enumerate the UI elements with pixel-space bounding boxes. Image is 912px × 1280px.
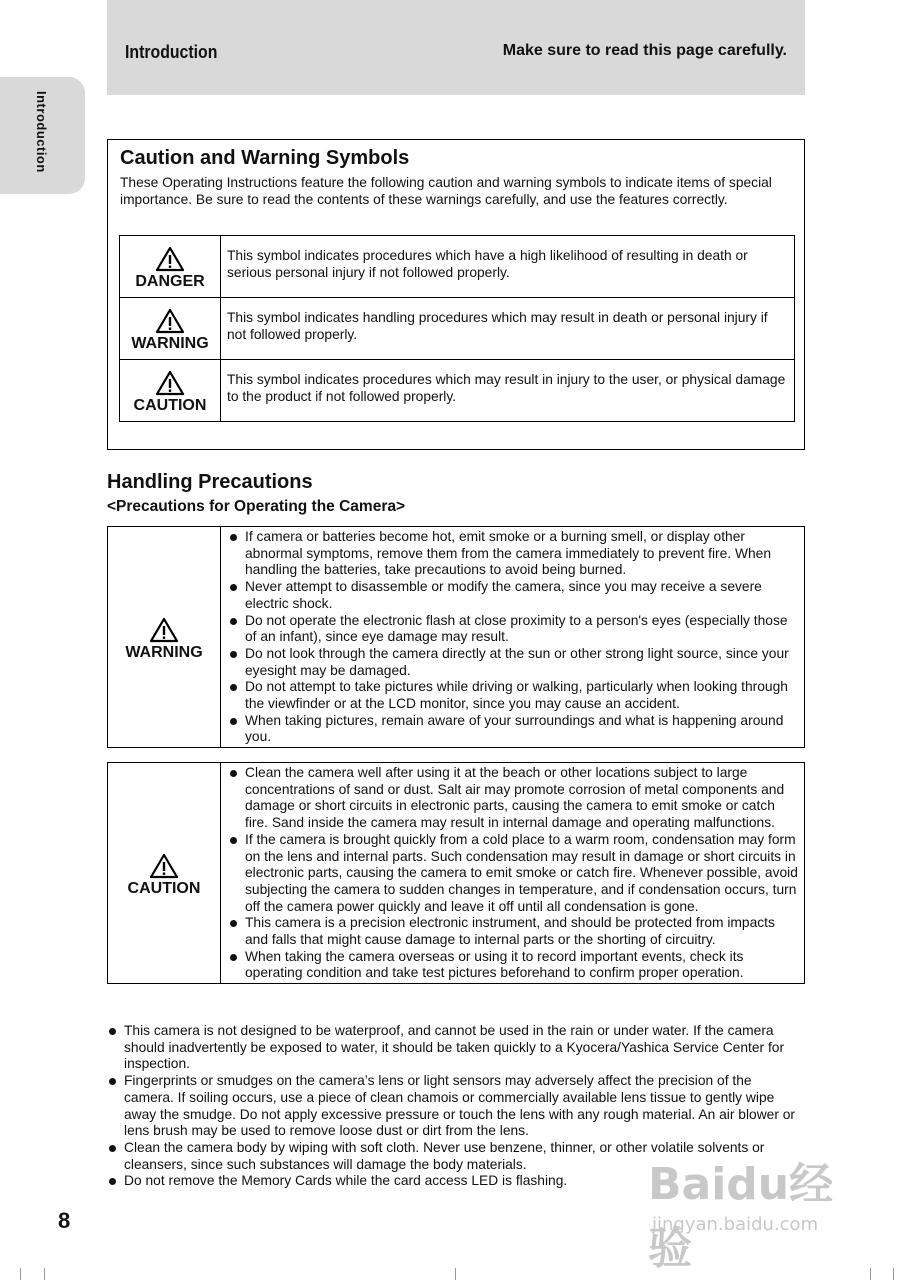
caution-symbols-title: Caution and Warning Symbols [120, 147, 410, 169]
warning-triangle-icon [155, 308, 185, 334]
watermark-main: Baidu经验 [648, 1159, 834, 1274]
list-item: Never attempt to disassemble or modify the camera, since you may receive a severe electric shock. [228, 579, 798, 612]
handling-precautions-subtitle: <Precautions for Operating the Camera> [107, 498, 406, 515]
list-item: When taking the camera overseas or using it to record important events, check its operating condition and take test pictures beforehand to confirm proper operation. [228, 949, 798, 982]
symbol-description: This symbol indicates handling procedures which may result in death or personal injury if not followed properly. [221, 298, 795, 360]
crop-mark [20, 1268, 21, 1280]
caution-items-cell [221, 763, 805, 984]
symbol-row-caution [120, 360, 795, 422]
caution-list [228, 765, 798, 982]
symbol-description: This symbol indicates procedures which have a high likelihood of resulting in death or serious personal injury if not followed properly. [221, 236, 795, 298]
warning-list [228, 529, 798, 746]
list-item: Do not look through the camera directly at the sun or other strong light source, since your eyesight may be damaged. [228, 646, 798, 679]
crop-mark [870, 1268, 871, 1280]
list-item: This camera is a precision electronic instrument, and should be protected from impacts and falls that might cause damage to internal parts or the shorting of circuitry. [228, 915, 798, 948]
symbol-label-cell [120, 236, 221, 298]
list-item: Clean the camera body by wiping with soft cloth. Never use benzene, thinner, or other volatile solvents or cleansers, since such substances will damage the body materials. [107, 1140, 805, 1173]
list-item: Do not remove the Memory Cards while the card access LED is flashing. [107, 1173, 805, 1190]
warning-triangle-icon [155, 370, 185, 396]
warning-triangle-icon [149, 853, 179, 879]
symbol-row-danger [120, 236, 795, 298]
warning-precautions-table [107, 526, 805, 748]
page-header [107, 0, 805, 95]
side-tab [0, 77, 85, 194]
warning-label-cell [108, 527, 221, 748]
crop-mark [455, 1268, 456, 1280]
symbol-label: CAUTION [133, 397, 207, 414]
list-item: This camera is not designed to be waterproof, and cannot be used in the rain or under water. If the camera should inadvertently be exposed to water, it should be taken quickly to a Kyocera/Yashica Service Center for inspection. [107, 1023, 805, 1073]
list-item: If camera or batteries become hot, emit smoke or a burning smell, or display other abnormal symptoms, remove them from the camera immediately to prevent fire. When handling the batteries, take precautions to avoid being burned. [228, 529, 798, 579]
header-section-title: Introduction [125, 42, 218, 62]
handling-precautions-title: Handling Precautions [107, 471, 313, 493]
symbol-label: DANGER [135, 273, 205, 290]
list-item: Clean the camera well after using it at the beach or other locations subject to large concentrations of sand or dust. Salt air may promote corrosion of metal components and damage or short circuits in electronic parts, causing the camera to emit smoke or catch fire. Sand inside the camera may result in internal damage and operating malfunctions. [228, 765, 798, 832]
caution-symbols-intro: These Operating Instructions feature the following caution and warning symbols to indicate items of special importance. Be sure to read the contents of these warnings carefully, and use the features correctly. [120, 175, 772, 207]
crop-mark [44, 1268, 45, 1280]
warning-items-cell [221, 527, 805, 748]
header-notice: Make sure to read this page carefully. [502, 42, 787, 59]
list-item: Do not attempt to take pictures while driving or walking, particularly when looking through the viewfinder or at the LCD monitor, since you may cause an accident. [228, 679, 798, 712]
symbol-label: WARNING [131, 335, 209, 352]
list-item: If the camera is brought quickly from a cold place to a warm room, condensation may form on the lens and internal parts. Such condensation may result in damage or short circuits in electronic parts, causing the camera to emit smoke or catch fire. Whenever possible, avoid subjecting the camera to sudden changes in temperature, and if condensation occurs, turn off the camera power quickly and leave it off until all condensation is gone. [228, 832, 798, 916]
warning-triangle-icon [149, 617, 179, 643]
watermark-sub: jingyan.baidu.com [652, 1214, 819, 1235]
warning-label: WARNING [125, 643, 203, 661]
symbol-label-cell [120, 298, 221, 360]
list-item: Fingerprints or smudges on the camera’s lens or light sensors may adversely affect the precision of the camera. If soiling occurs, use a piece of clean chamois or commercially available lens tissue to gently wipe away the smudge. Do not apply excessive pressure or touch the lens with any rough material. An air blower or lens brush may be used to remove loose dust or dirt from the lens. [107, 1073, 805, 1140]
page-number: 8 [58, 1208, 71, 1233]
caution-precautions-table [107, 762, 805, 984]
side-tab-label: Introduction [34, 91, 49, 173]
baidu-watermark [648, 1148, 858, 1274]
symbols-table [119, 235, 795, 422]
list-item: When taking pictures, remain aware of your surroundings and what is happening around you. [228, 713, 798, 746]
caution-label: CAUTION [127, 879, 201, 897]
caution-label-cell [108, 763, 221, 984]
symbol-row-warning [120, 298, 795, 360]
symbol-label-cell [120, 360, 221, 422]
warning-triangle-icon [155, 246, 185, 272]
list-item: Do not operate the electronic flash at close proximity to a person's eyes (especially those of an infant), since eye damage may result. [228, 613, 798, 646]
caution-symbols-box [107, 139, 805, 450]
crop-mark [893, 1268, 894, 1280]
symbol-description: This symbol indicates procedures which may result in injury to the user, or physical damage to the product if not followed properly. [221, 360, 795, 422]
